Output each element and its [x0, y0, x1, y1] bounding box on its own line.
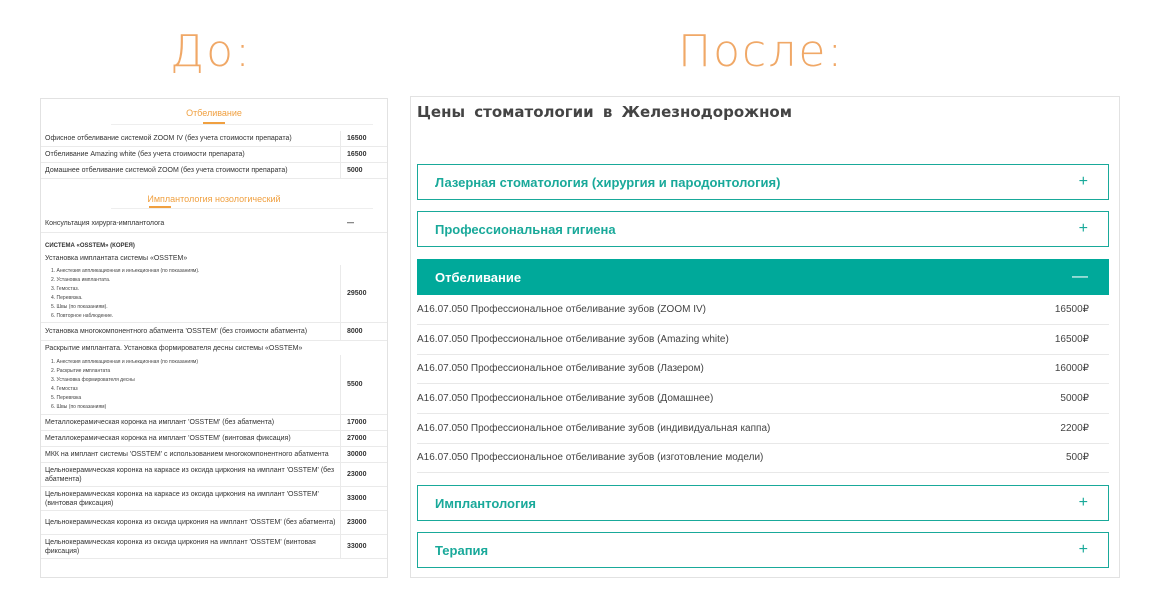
- accordion-implantology[interactable]: Имплантология +: [417, 485, 1109, 521]
- accordion-hygiene[interactable]: Профессиональная гигиена +: [417, 211, 1109, 247]
- price-row: Отбеливание Amazing white (без учета стоимости препарата) 16500: [41, 147, 387, 163]
- after-screenshot: [410, 96, 1120, 578]
- section-header-implantology: Имплантология нозологический: [41, 179, 387, 211]
- page-title: Цены стоматологии в Железнодорожном: [417, 103, 792, 121]
- before-screenshot: [40, 98, 388, 578]
- price-row: Цельнокерамическая коронка на каркасе из оксида циркония на имплант 'OSSTEM' (винтовая фиксация) 33000: [41, 487, 387, 511]
- plus-icon: +: [1078, 494, 1088, 511]
- accordion-laser[interactable]: Лазерная стоматология (хирургия и пародонтология) +: [417, 164, 1109, 200]
- price-row: МКК на имплант системы 'OSSTEM' с использованием многокомпонентного абатмента 30000: [41, 447, 387, 463]
- price-row: A16.07.050 Профессиональное отбеливание зубов (ZOOM IV) 16500₽: [417, 295, 1109, 325]
- price-row: Металлокерамическая коронка на имплант 'OSSTEM' (винтовая фиксация) 27000: [41, 431, 387, 447]
- before-heading: До:: [170, 26, 252, 77]
- price-row: Офисное отбеливание системой ZOOM IV (без учета стоимости препарата) 16500: [41, 131, 387, 147]
- price-row: A16.07.050 Профессиональное отбеливание зубов (изготовление модели) 500₽: [417, 443, 1109, 473]
- price-row: A16.07.050 Профессиональное отбеливание зубов (индивидуальная каппа) 2200₽: [417, 414, 1109, 444]
- price-row: A16.07.050 Профессиональное отбеливание зубов (Домашнее) 5000₽: [417, 384, 1109, 414]
- price-row: Цельнокерамическая коронка из оксида циркония на имплант 'OSSTEM' (винтовая фиксация) 33000: [41, 535, 387, 559]
- plus-icon: +: [1078, 220, 1088, 237]
- accordion-whitening[interactable]: Отбеливание —: [417, 259, 1109, 295]
- plus-icon: +: [1078, 541, 1088, 558]
- price-row-title: Установка имплантата системы «OSSTEM»: [45, 254, 188, 262]
- price-row: Домашнее отбеливание системой ZOOM (без учета стоимости препарата) 5000: [41, 163, 387, 179]
- price-row: Установка многокомпонентного абатмента 'OSSTEM' (без стоимости абатмента) 8000: [41, 323, 387, 341]
- price-row: Металлокерамическая коронка на имплант 'OSSTEM' (без абатмента) 17000: [41, 415, 387, 431]
- price-row: A16.07.050 Профессиональное отбеливание зубов (Лазером) 16000₽: [417, 354, 1109, 384]
- price-row: Цельнокерамическая коронка из оксида циркония на имплант 'OSSTEM' (без абатмента) 23000: [41, 511, 387, 535]
- plus-icon: +: [1078, 173, 1088, 190]
- price-row: Консультация хирурга-имплантолога —: [41, 215, 387, 233]
- price-row-title: Раскрытие имплантата. Установка формирователя десны системы «OSSTEM»: [45, 344, 303, 352]
- price-row: 1. Анестезия аппликационная и инъекционная (по показаниям) 2. Раскрытие имплантата 3. Установка формирователя десны 4. Гемостаз 5. Перевязка 6. Швы (по показаниям) 5500: [41, 355, 387, 415]
- price-row: 1. Анестезия аппликационная и инъекционная (по показаниям). 2. Установка имплантата. 3. Гемостаз. 4. Перевязка. 5. Швы (по показаниям). 6. Повторное наблюдение. 29500: [41, 265, 387, 323]
- price-row: A16.07.050 Профессиональное отбеливание зубов (Amazing white) 16500₽: [417, 325, 1109, 355]
- section-header-whitening: Отбеливание: [41, 99, 387, 127]
- price-row: Цельнокерамическая коронка на каркасе из оксида циркония на имплант 'OSSTEM' (без абатмента) 23000: [41, 463, 387, 487]
- accordion-therapy[interactable]: Терапия +: [417, 532, 1109, 568]
- after-heading: После:: [678, 26, 845, 77]
- system-label: СИСТЕМА «OSSTEM» (КОРЕЯ): [45, 243, 135, 249]
- minus-icon: —: [1072, 268, 1088, 285]
